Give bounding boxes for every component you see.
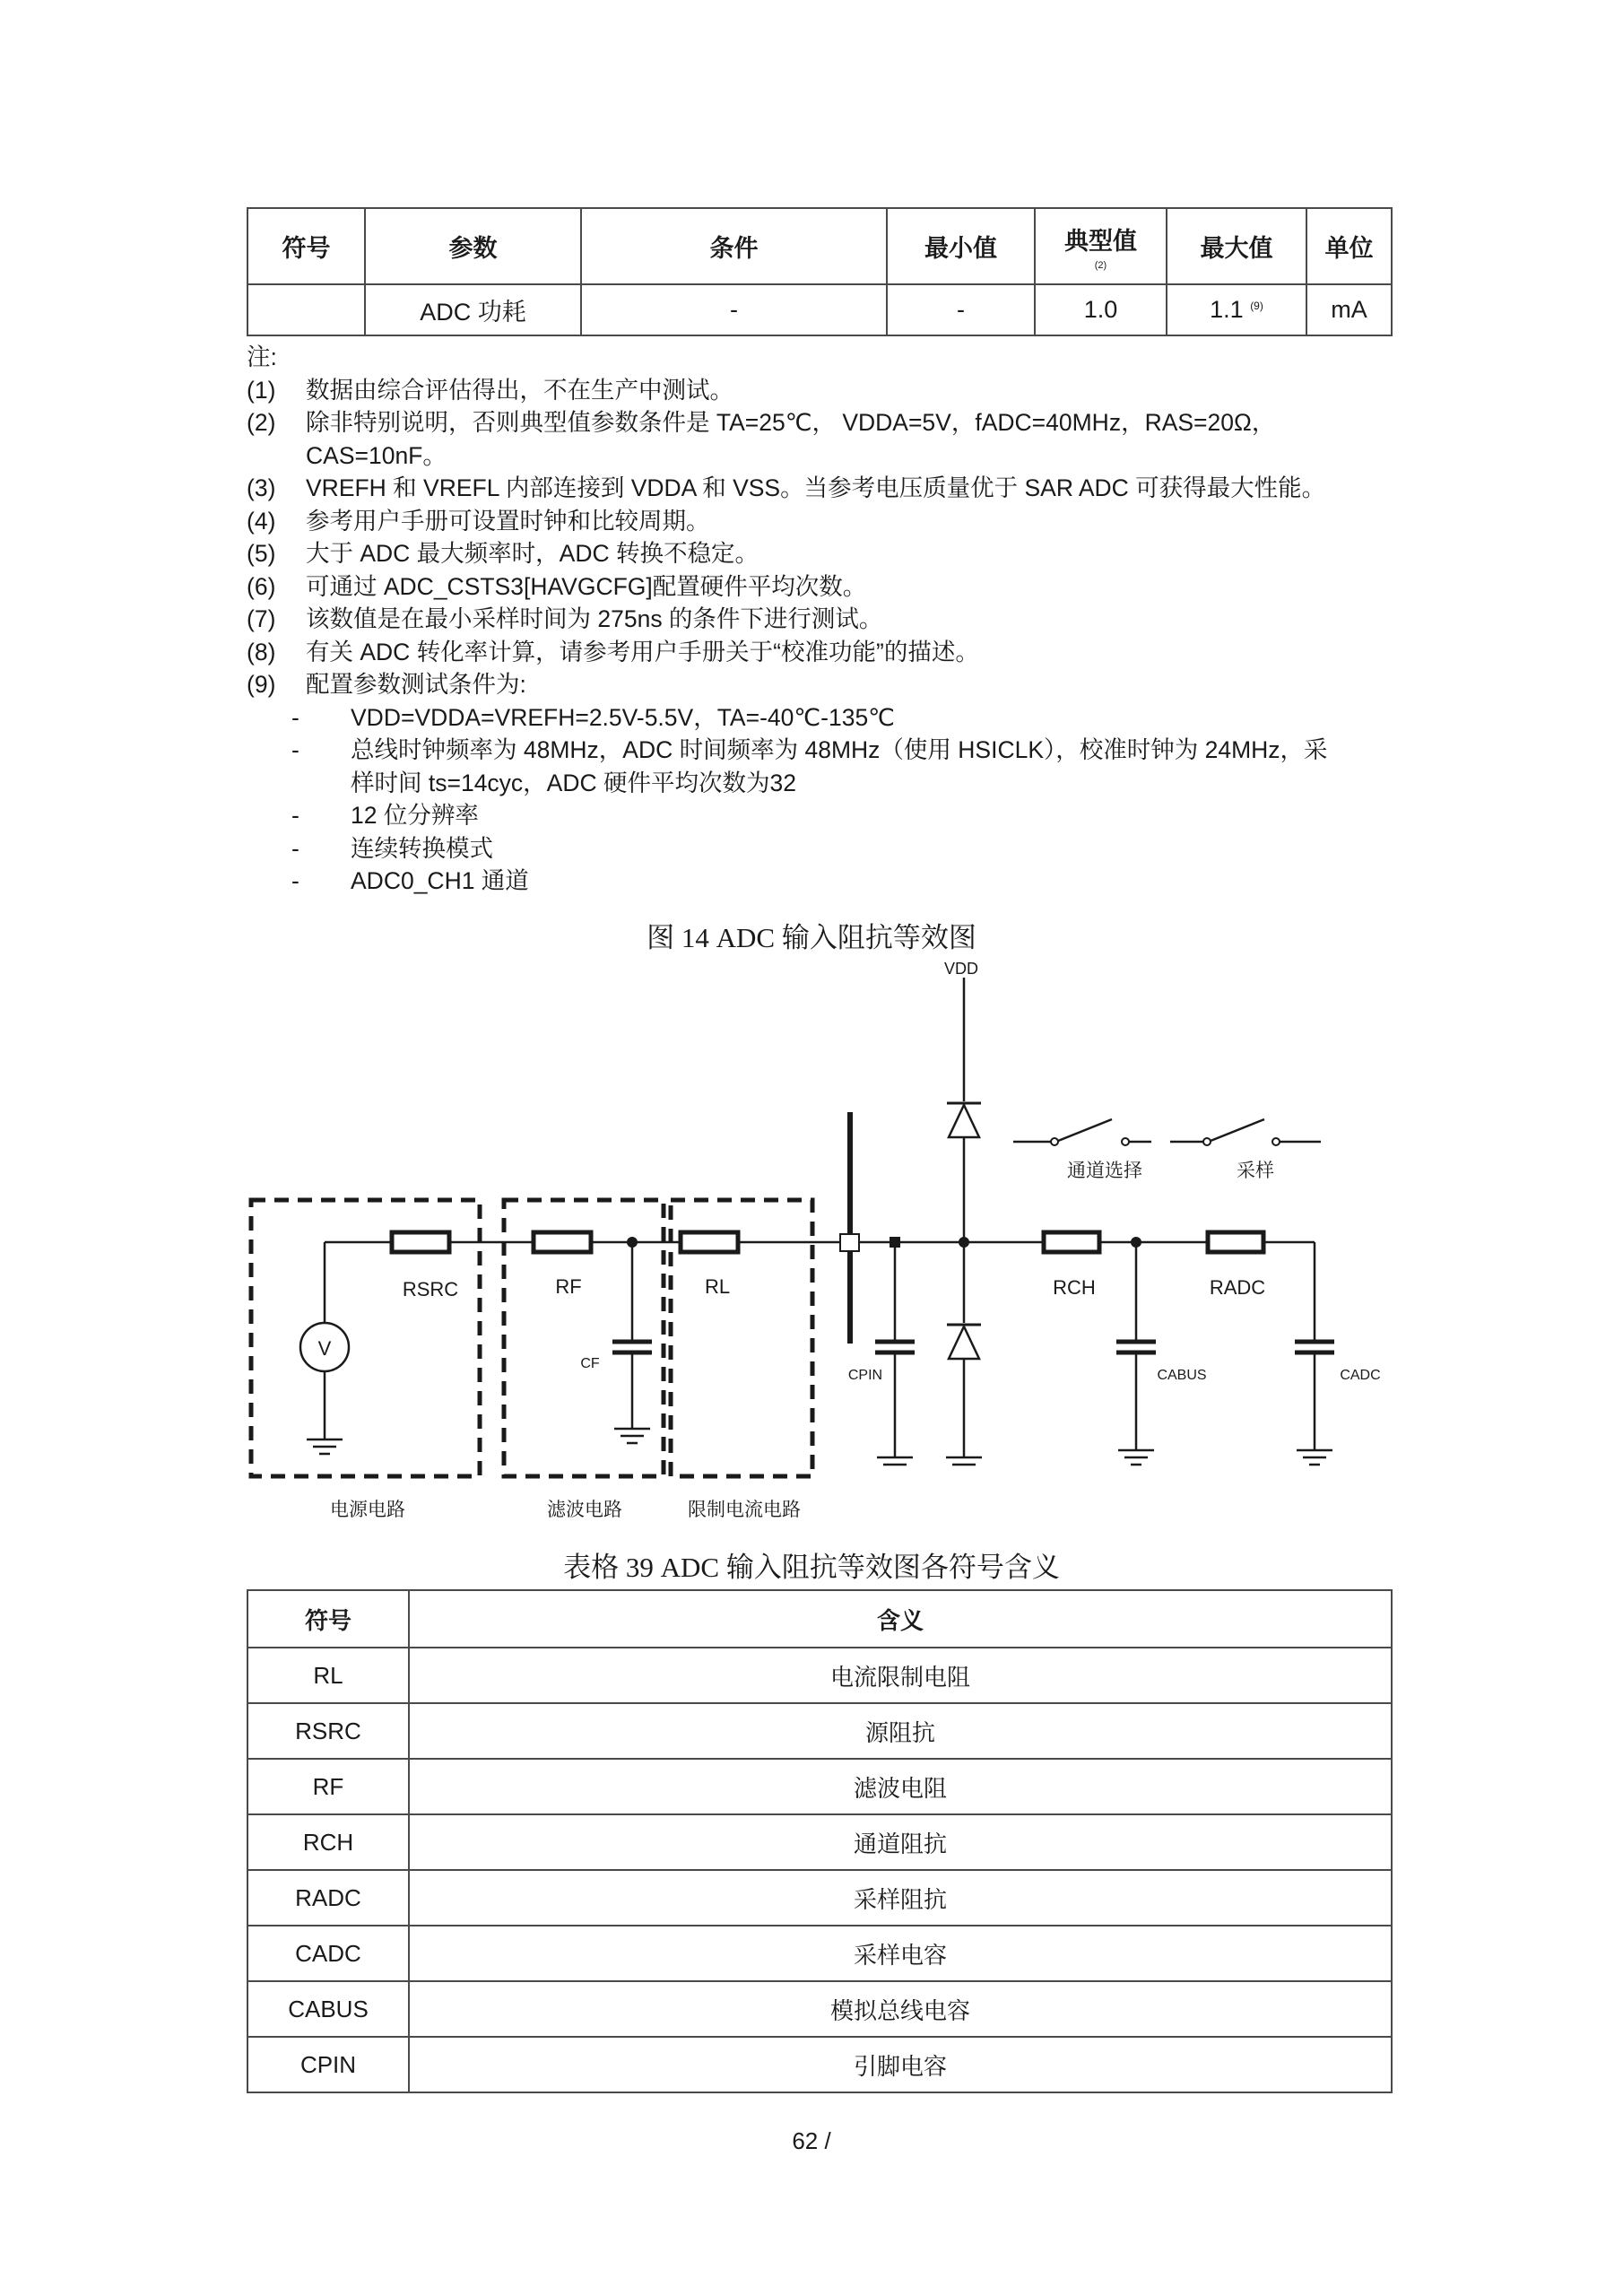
note-number: (7)	[247, 605, 276, 632]
note-number: (3)	[247, 474, 276, 501]
sub-text	[351, 734, 1403, 799]
label-filter-circuit: 滤波电路	[547, 1500, 622, 1520]
table-row	[247, 2037, 1392, 2092]
label-rch: RCH	[1053, 1276, 1096, 1299]
cell-meaning: 通道阻抗	[409, 1814, 1392, 1870]
note-item	[247, 570, 1403, 604]
rsrc-resistor	[392, 1232, 449, 1252]
sub-item	[247, 832, 1403, 865]
table-row	[247, 1703, 1392, 1759]
header-unit: 单位	[1306, 208, 1392, 284]
note-text: 可通过 ADC_CSTS3[HAVGCFG]配置硬件平均次数。	[306, 572, 867, 600]
table-row	[247, 1759, 1392, 1814]
label-sample: 采样	[1237, 1161, 1274, 1181]
note-text: 该数值是在最小采样时间为 275ns 的条件下进行测试。	[306, 605, 883, 632]
note-item	[247, 537, 1403, 570]
note-text: 数据由综合评估得出，不在生产中测试。	[306, 376, 733, 404]
header-min: 最小值	[887, 208, 1035, 284]
table-row	[247, 1870, 1392, 1926]
label-rf: RF	[555, 1275, 582, 1298]
cell-meaning: 滤波电阻	[409, 1759, 1392, 1814]
rl-resistor	[681, 1232, 738, 1252]
lower-diode	[949, 1326, 979, 1359]
parameter-table	[247, 207, 1393, 336]
note-item	[247, 636, 1403, 669]
cell-max-note: (9)	[1250, 300, 1263, 312]
note-text: VREFH 和 VREFL 内部连接到 VDDA 和 VSS。当参考电压质量优于 SAR ADC 可获得最大性能。	[306, 474, 1326, 501]
sub-text-line: 总线时钟频率为 48MHz，ADC 时间频率为 48MHz（使用 HSICLK），校准时钟为 24MHz，采	[351, 736, 1328, 763]
label-cpin: CPIN	[847, 1368, 883, 1383]
table-row	[247, 1814, 1392, 1870]
cell-meaning: 采样阻抗	[409, 1870, 1392, 1926]
cell-max	[1167, 284, 1306, 335]
note-text: 大于 ADC 最大频率时，ADC 转换不稳定。	[306, 540, 759, 567]
header-symbol: 符号	[247, 208, 365, 284]
header-condition: 条件	[581, 208, 887, 284]
table-row	[247, 284, 1392, 335]
label-limit-circuit: 限制电流电路	[688, 1500, 801, 1520]
cell-meaning: 电流限制电阻	[409, 1648, 1392, 1703]
header-parameter: 参数	[365, 208, 581, 284]
cell-symbol: RCH	[247, 1814, 409, 1870]
sub-text: ADC0_CH1 通道	[351, 867, 529, 894]
sub-item	[247, 701, 1403, 735]
cell-unit: mA	[1306, 284, 1392, 335]
cell-symbol: RSRC	[247, 1703, 409, 1759]
label-source-circuit: 电源电路	[330, 1500, 405, 1520]
cell-condition: -	[581, 284, 887, 335]
note-item	[247, 472, 1403, 505]
cell-symbol: CPIN	[247, 2037, 409, 2092]
figure-caption: 图 14 ADC 输入阻抗等效图	[647, 922, 976, 953]
header-typical-label: 典型值	[1064, 228, 1137, 255]
adc-input-impedance-diagram	[0, 951, 1623, 1543]
cell-symbol: CADC	[247, 1926, 409, 1981]
note-text-line: 除非特别说明，否则典型值参数条件是 TA=25℃， VDDA=5V，fADC=40MHz，RAS=20Ω，	[306, 409, 1276, 436]
sub-item	[247, 865, 1403, 898]
page-number: 62 /	[792, 2127, 831, 2154]
note-text: 有关 ADC 转化率计算，请参考用户手册关于“校准功能”的描述。	[306, 638, 979, 665]
cell-symbol	[247, 284, 365, 335]
rch-resistor	[1044, 1232, 1099, 1252]
note-number: (8)	[247, 638, 276, 665]
note-number: (9)	[247, 671, 276, 698]
note-text: 参考用户手册可设置时钟和比较周期。	[306, 507, 710, 535]
sub-text: 连续转换模式	[351, 834, 493, 862]
radc-resistor	[1208, 1232, 1263, 1252]
upper-diode	[949, 1105, 979, 1137]
symbol-table	[247, 1589, 1393, 2093]
header-max: 最大值	[1167, 208, 1306, 284]
pin-square	[840, 1234, 859, 1251]
header-symbol: 符号	[247, 1590, 409, 1648]
table-row	[247, 1926, 1392, 1981]
label-rl: RL	[704, 1275, 731, 1298]
cell-meaning: 引脚电容	[409, 2037, 1392, 2092]
cell-typical: 1.0	[1035, 284, 1167, 335]
label-v: V	[317, 1337, 332, 1360]
sub-text-cont: 样时间 ts=14cyc，ADC 硬件平均次数为32	[351, 769, 796, 796]
note-item	[247, 406, 1403, 472]
note-number: (1)	[247, 376, 276, 404]
note-item	[247, 668, 1403, 701]
header-typical-note: (2)	[1094, 260, 1107, 271]
note-item	[247, 505, 1403, 538]
rf-resistor	[534, 1232, 591, 1252]
table-row	[247, 1648, 1392, 1703]
header-typical	[1035, 208, 1167, 284]
cell-meaning: 源阻抗	[409, 1703, 1392, 1759]
sub-dash: -	[291, 867, 299, 894]
parameter-table-header-row	[247, 208, 1392, 284]
sub-dash: -	[291, 703, 299, 731]
note-text	[306, 406, 1403, 472]
note-text: 配置参数测试条件为:	[306, 671, 526, 698]
cell-symbol: RF	[247, 1759, 409, 1814]
cell-max-value: 1.1	[1210, 296, 1244, 323]
note-number: (2)	[247, 409, 276, 436]
sub-item	[247, 799, 1403, 832]
table-row	[247, 1981, 1392, 2037]
note-number: (5)	[247, 540, 276, 567]
note-number: (6)	[247, 572, 276, 600]
label-cabus: CABUS	[1157, 1368, 1207, 1383]
label-rsrc: RSRC	[402, 1278, 459, 1300]
table-caption: 表格 39 ADC 输入阻抗等效图各符号含义	[563, 1552, 1060, 1583]
symbol-table-header-row	[247, 1590, 1392, 1648]
note-number: (4)	[247, 507, 276, 535]
cell-symbol: RADC	[247, 1870, 409, 1926]
sub-text: 12 位分辨率	[351, 802, 479, 829]
sub-dash: -	[291, 802, 299, 829]
cell-symbol: CABUS	[247, 1981, 409, 2037]
notes-title: 注:	[247, 344, 277, 370]
cell-symbol: RL	[247, 1648, 409, 1703]
note-item	[247, 374, 1403, 407]
cell-meaning: 采样电容	[409, 1926, 1392, 1981]
label-channel-select: 通道选择	[1067, 1161, 1142, 1181]
sub-text: VDD=VDDA=VREFH=2.5V-5.5V，TA=-40℃-135℃	[351, 703, 895, 731]
cell-parameter: ADC 功耗	[365, 284, 581, 335]
cell-min: -	[887, 284, 1035, 335]
note-text-cont: CAS=10nF。	[306, 441, 447, 469]
notes-section	[247, 341, 1403, 898]
label-cadc: CADC	[1340, 1368, 1381, 1383]
note-item	[247, 603, 1403, 636]
label-cf: CF	[580, 1356, 600, 1371]
sub-dash: -	[291, 736, 299, 763]
sub-dash: -	[291, 834, 299, 862]
label-vdd: VDD	[943, 960, 979, 978]
label-radc: RADC	[1209, 1276, 1266, 1299]
sub-item	[247, 734, 1403, 799]
header-meaning: 含义	[409, 1590, 1392, 1648]
cell-meaning: 模拟总线电容	[409, 1981, 1392, 2037]
